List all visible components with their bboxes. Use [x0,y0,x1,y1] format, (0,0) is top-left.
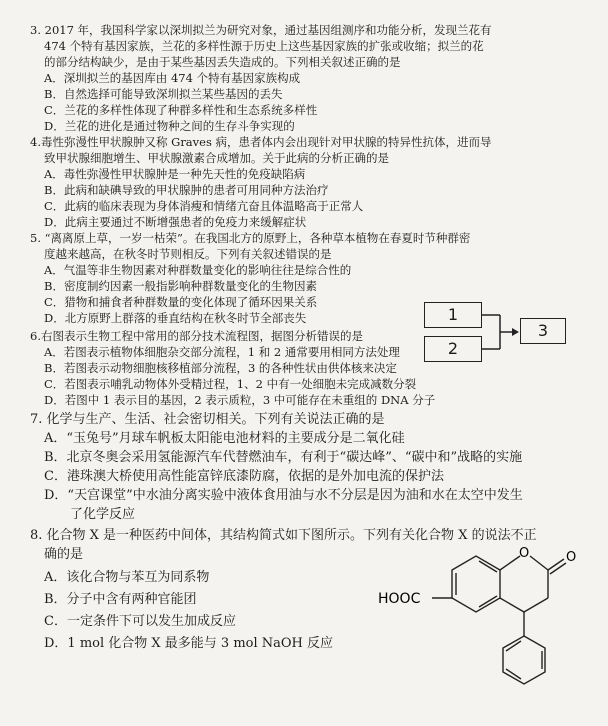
q7-option-c: C．港珠澳大桥使用高性能富锌底漆防腐，依据的是外加电流的保护法 [44,469,444,484]
q3-stem-line: 3. 2017 年，我国科学家以深圳拟兰为研究对象，通过基因组测序和功能分析，发现兰花有 [30,23,492,37]
q5-option-d: D．北方原野上群落的垂直结构在秋冬时节全部丧失 [44,311,307,325]
q3-option-b: B．自然选择可能导致深圳拟兰某些基因的丢失 [44,87,283,101]
q7-option-b: B．北京冬奥会采用氢能源汽车代替燃油车，有利于“碳达峰”、“碳中和”战略的实施 [44,450,523,465]
q4-stem-line: 4.毒性弥漫性甲状腺肿又称 Graves 病，患者体内会出现针对甲状腺的特异性抗体，进而导 [30,135,492,149]
q3-option-a: A．深圳拟兰的基因库由 474 个特有基因家族构成 [44,71,301,85]
cooh-label: HOOC [378,591,421,607]
diagram-box-3: 3 [520,318,566,344]
q5-option-c: C．猎物和捕食者种群数量的变化体现了循环因果关系 [44,295,318,309]
q8-stem-line: 确的是 [44,547,84,562]
carbonyl-oxygen-label: O [566,550,577,565]
carbonyl-bond [548,559,564,570]
q5-option-a: A．气温等非生物因素对种群数量变化的影响往往是综合性的 [44,263,352,277]
q4-option-b: B．此病和缺碘导致的甲状腺肿的患者可用同种方法治疗 [44,183,329,197]
ring-oxygen-label: O [519,546,530,561]
q8-option-a: A．该化合物与苯互为同系物 [44,570,210,585]
diagram-box-1: 1 [424,302,482,328]
q8-stem-line: 8. 化合物 X 是一种医药中间体，其结构简式如下图所示。下列有关化合物 X 的说法不正 [30,528,537,543]
ring-bond [500,598,524,612]
q8-option-d: D．1 mol 化合物 X 最多能与 3 mol NaOH 反应 [44,636,334,651]
q8-option-b: B．分子中含有两种官能团 [44,592,197,607]
q6-stem-line: 6.右图表示生物工程中常用的部分技术流程图，据图分析错误的是 [30,329,363,343]
q7-option-a: A．“玉兔号”月球车帆板太阳能电池材料的主要成分是二氧化硅 [44,431,405,446]
q4-option-d: D．此病主要通过不断增强患者的免疫力来缓解症状 [44,215,307,229]
q4-option-a: A．毒性弥漫性甲状腺肿是一种先天性的免疫缺陷病 [44,167,306,181]
ring-bond [524,598,548,612]
q5-stem-line: 度越来越高，在秋冬时节则相反。下列有关叙述错误的是 [44,247,332,261]
q3-stem-line: 474 个特有基因家族，兰花的多样性源于历史上这些基因家族的扩张或收缩；拟兰的花 [44,39,484,53]
q7-option-d: D．“天宫课堂”中水油分离实验中液体食用油与水不分层是因为油和水在太空中发生 [44,488,523,503]
q6-option-b: B．若图表示动物细胞核移植部分流程，3 的各种性状由供体核来决定 [44,361,397,375]
carbonyl-bond [550,563,566,574]
q6-option-d: D．若图中 1 表示目的基因，2 表示质粒，3 中可能存在未重组的 DNA 分子 [44,393,436,407]
benzene-ring [452,556,500,612]
q4-stem-line: 致甲状腺细胞增生、甲状腺激素合成增加。关于此病的分析正确的是 [44,151,389,165]
q3-option-d: D．兰花的进化是通过物种之间的生存斗争实现的 [44,119,295,133]
q3-option-c: C．兰花的多样性体现了种群多样性和生态系统多样性 [44,103,318,117]
ring-bond [500,556,520,570]
q4-option-c: C．此病的临床表现为身体消瘦和情绪亢奋且体温略高于正常人 [44,199,364,213]
q6-option-a: A．若图表示植物体细胞杂交部分流程，1 和 2 通常要用相同方法处理 [44,345,400,359]
q5-option-b: B．密度制约因素一般指影响种群数量变化的生物因素 [44,279,317,293]
phenyl-ring [503,636,545,684]
q8-option-c: C．一定条件下可以发生加成反应 [44,614,236,629]
q5-stem-line: 5. “离离原上草，一岁一枯荣”。在我国北方的原野上，各种草本植物在春夏时节种群密 [30,231,471,245]
q7-option-d-cont: 了化学反应 [70,507,136,522]
diagram-box-2: 2 [424,336,482,362]
ring-bond [530,556,548,570]
q3-stem-line: 的部分结构缺少，是由于某些基因丢失造成的。下列相关叙述正确的是 [44,55,401,69]
q6-option-c: C．若图表示哺乳动物体外受精过程，1、2 中有一处细胞未完成减数分裂 [44,377,417,391]
q7-stem-line: 7. 化学与生产、生活、社会密切相关。下列有关说法正确的是 [30,412,385,427]
